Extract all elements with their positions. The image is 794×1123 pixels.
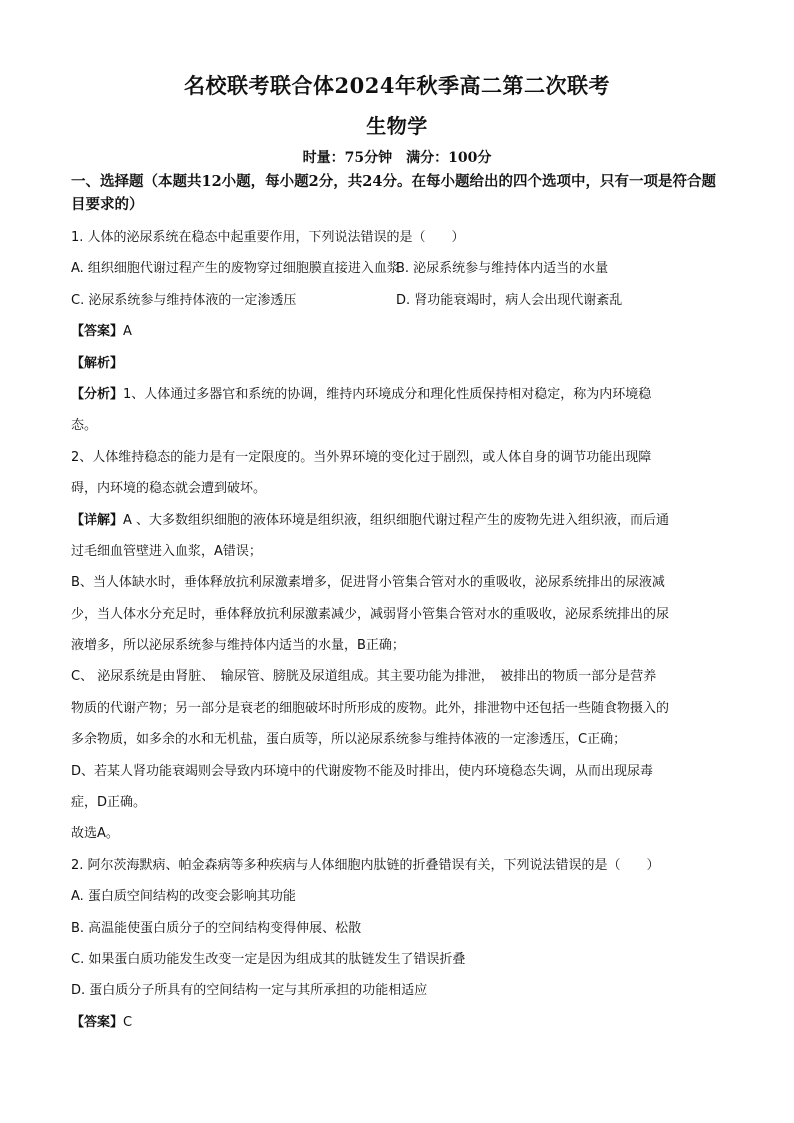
answer-value: C (123, 1014, 133, 1030)
q1-fenxi-line-4: 碍，内环境的稳态就会遭到破坏。 (71, 481, 267, 497)
q2-option-c: C. 如果蛋白质功能发生改变一定是因为组成其的肽链发生了错误折叠 (71, 951, 466, 967)
q2-option-a: A. 蛋白质空间结构的改变会影响其功能 (71, 889, 296, 905)
q1-xiangjie-line-6: C、 泌尿系统是由肾脏、 输尿管、膀胱及尿道组成。其主要功能为排泄， 被排出的物质一部分是营养 (71, 669, 657, 685)
analysis-label: 【解析】 (71, 355, 124, 371)
q1-fenxi-line-3: 2、人体维持稳态的能力是有一定限度的。当外界环境的变化过于剧烈，或人体自身的调节功能出现障 (71, 449, 652, 465)
q1-fenxi-line-1 (71, 379, 726, 410)
q1-xiangjie-line-5: 液增多，所以泌尿系统参与维持体内适当的水量，B正确； (71, 638, 405, 654)
q1-xiangjie-line-4: 少，当人体水分充足时，垂体释放抗利尿激素减少，减弱肾小管集合管对水的重吸收，泌尿系统排出的尿 (71, 606, 670, 622)
question-body (71, 222, 726, 1038)
q2-option-b: B. 高温能使蛋白质分子的空间结构变得伸展、松散 (71, 920, 362, 936)
xiangjie-label: 【详解】 (71, 512, 124, 528)
q1-analysis-label (71, 348, 726, 379)
subject-title: 生物学 (366, 114, 428, 138)
fenxi-label: 【分析】 (71, 386, 124, 402)
q2-answer (71, 1007, 726, 1038)
q2-stem: 2. 阿尔茨海默病、帕金森病等多种疾病与人体细胞内肽链的折叠错误有关，下列说法错误的是（ ） (71, 857, 660, 873)
q1-xiangjie-line-1 (71, 505, 726, 536)
section-heading: 一、选择题（本题共12小题，每小题2分，共24分。在每小题给出的四个选项中，只有一项是符合题目要求的） (71, 173, 716, 213)
q1-option-c: C. 泌尿系统参与维持体液的一定渗透压 (71, 292, 297, 308)
q1-xiangjie-line-3: B、当人体缺水时，垂体释放抗利尿激素增多，促进肾小管集合管对水的重吸收，泌尿系统排出的尿液减 (71, 575, 665, 591)
answer-value: A (123, 324, 132, 340)
q1-answer (71, 316, 726, 347)
time-score-line: 时量：75分钟 满分：100分 (302, 150, 492, 166)
q1-option-d: D. 肾功能衰竭时，病人会出现代谢紊乱 (396, 292, 623, 308)
q1-xiangjie-line-10: 症，D正确。 (71, 795, 147, 811)
q1-option-b: B. 泌尿系统参与维持体内适当的水量 (396, 261, 609, 277)
q1-stem: 1. 人体的泌尿系统在稳态中起重要作用，下列说法错误的是（ ） (71, 230, 465, 245)
exam-title: 名校联考联合体2024年秋季高二第二次联考 (184, 73, 610, 98)
q1-fenxi-line-2: 态。 (71, 418, 98, 434)
q1-xiangjie-line-9: D、若某人肾功能衰竭则会导致内环境中的代谢废物不能及时排出，使内环境稳态失调，从而出现尿毒 (71, 763, 654, 779)
xiangjie-text: A 、大多数组织细胞的液体环境是组织液，组织细胞代谢过程产生的废物先进入组织液，而后通 (123, 512, 670, 528)
q1-xiangjie-line-7: 物质的代谢产物；另一部分是衰老的细胞破坏时所形成的废物。此外，排泄物中还包括一些随食物摄入的 (71, 700, 670, 716)
q1-xiangjie-line-2: 过毛细血管壁进入血浆，A错误； (71, 543, 262, 559)
q1-option-a: A. 组织细胞代谢过程产生的废物穿过细胞膜直接进入血浆 (71, 261, 400, 277)
answer-label: 【答案】 (71, 324, 124, 340)
answer-label: 【答案】 (71, 1014, 124, 1030)
q1-xiangjie-line-8: 多余物质，如多余的水和无机盐，蛋白质等，所以泌尿系统参与维持体液的一定渗透压，C正确； (71, 732, 627, 748)
fenxi-text: 1、人体通过多器官和系统的协调，维持内环境成分和理化性质保持相对稳定，称为内环境稳 (123, 386, 652, 402)
q1-conclusion: 故选A。 (71, 826, 119, 842)
q1-options-row-1 (71, 253, 726, 284)
q1-options-row-2 (71, 285, 726, 316)
q2-option-d: D. 蛋白质分子所具有的空间结构一定与其所承担的功能相适应 (71, 983, 428, 999)
